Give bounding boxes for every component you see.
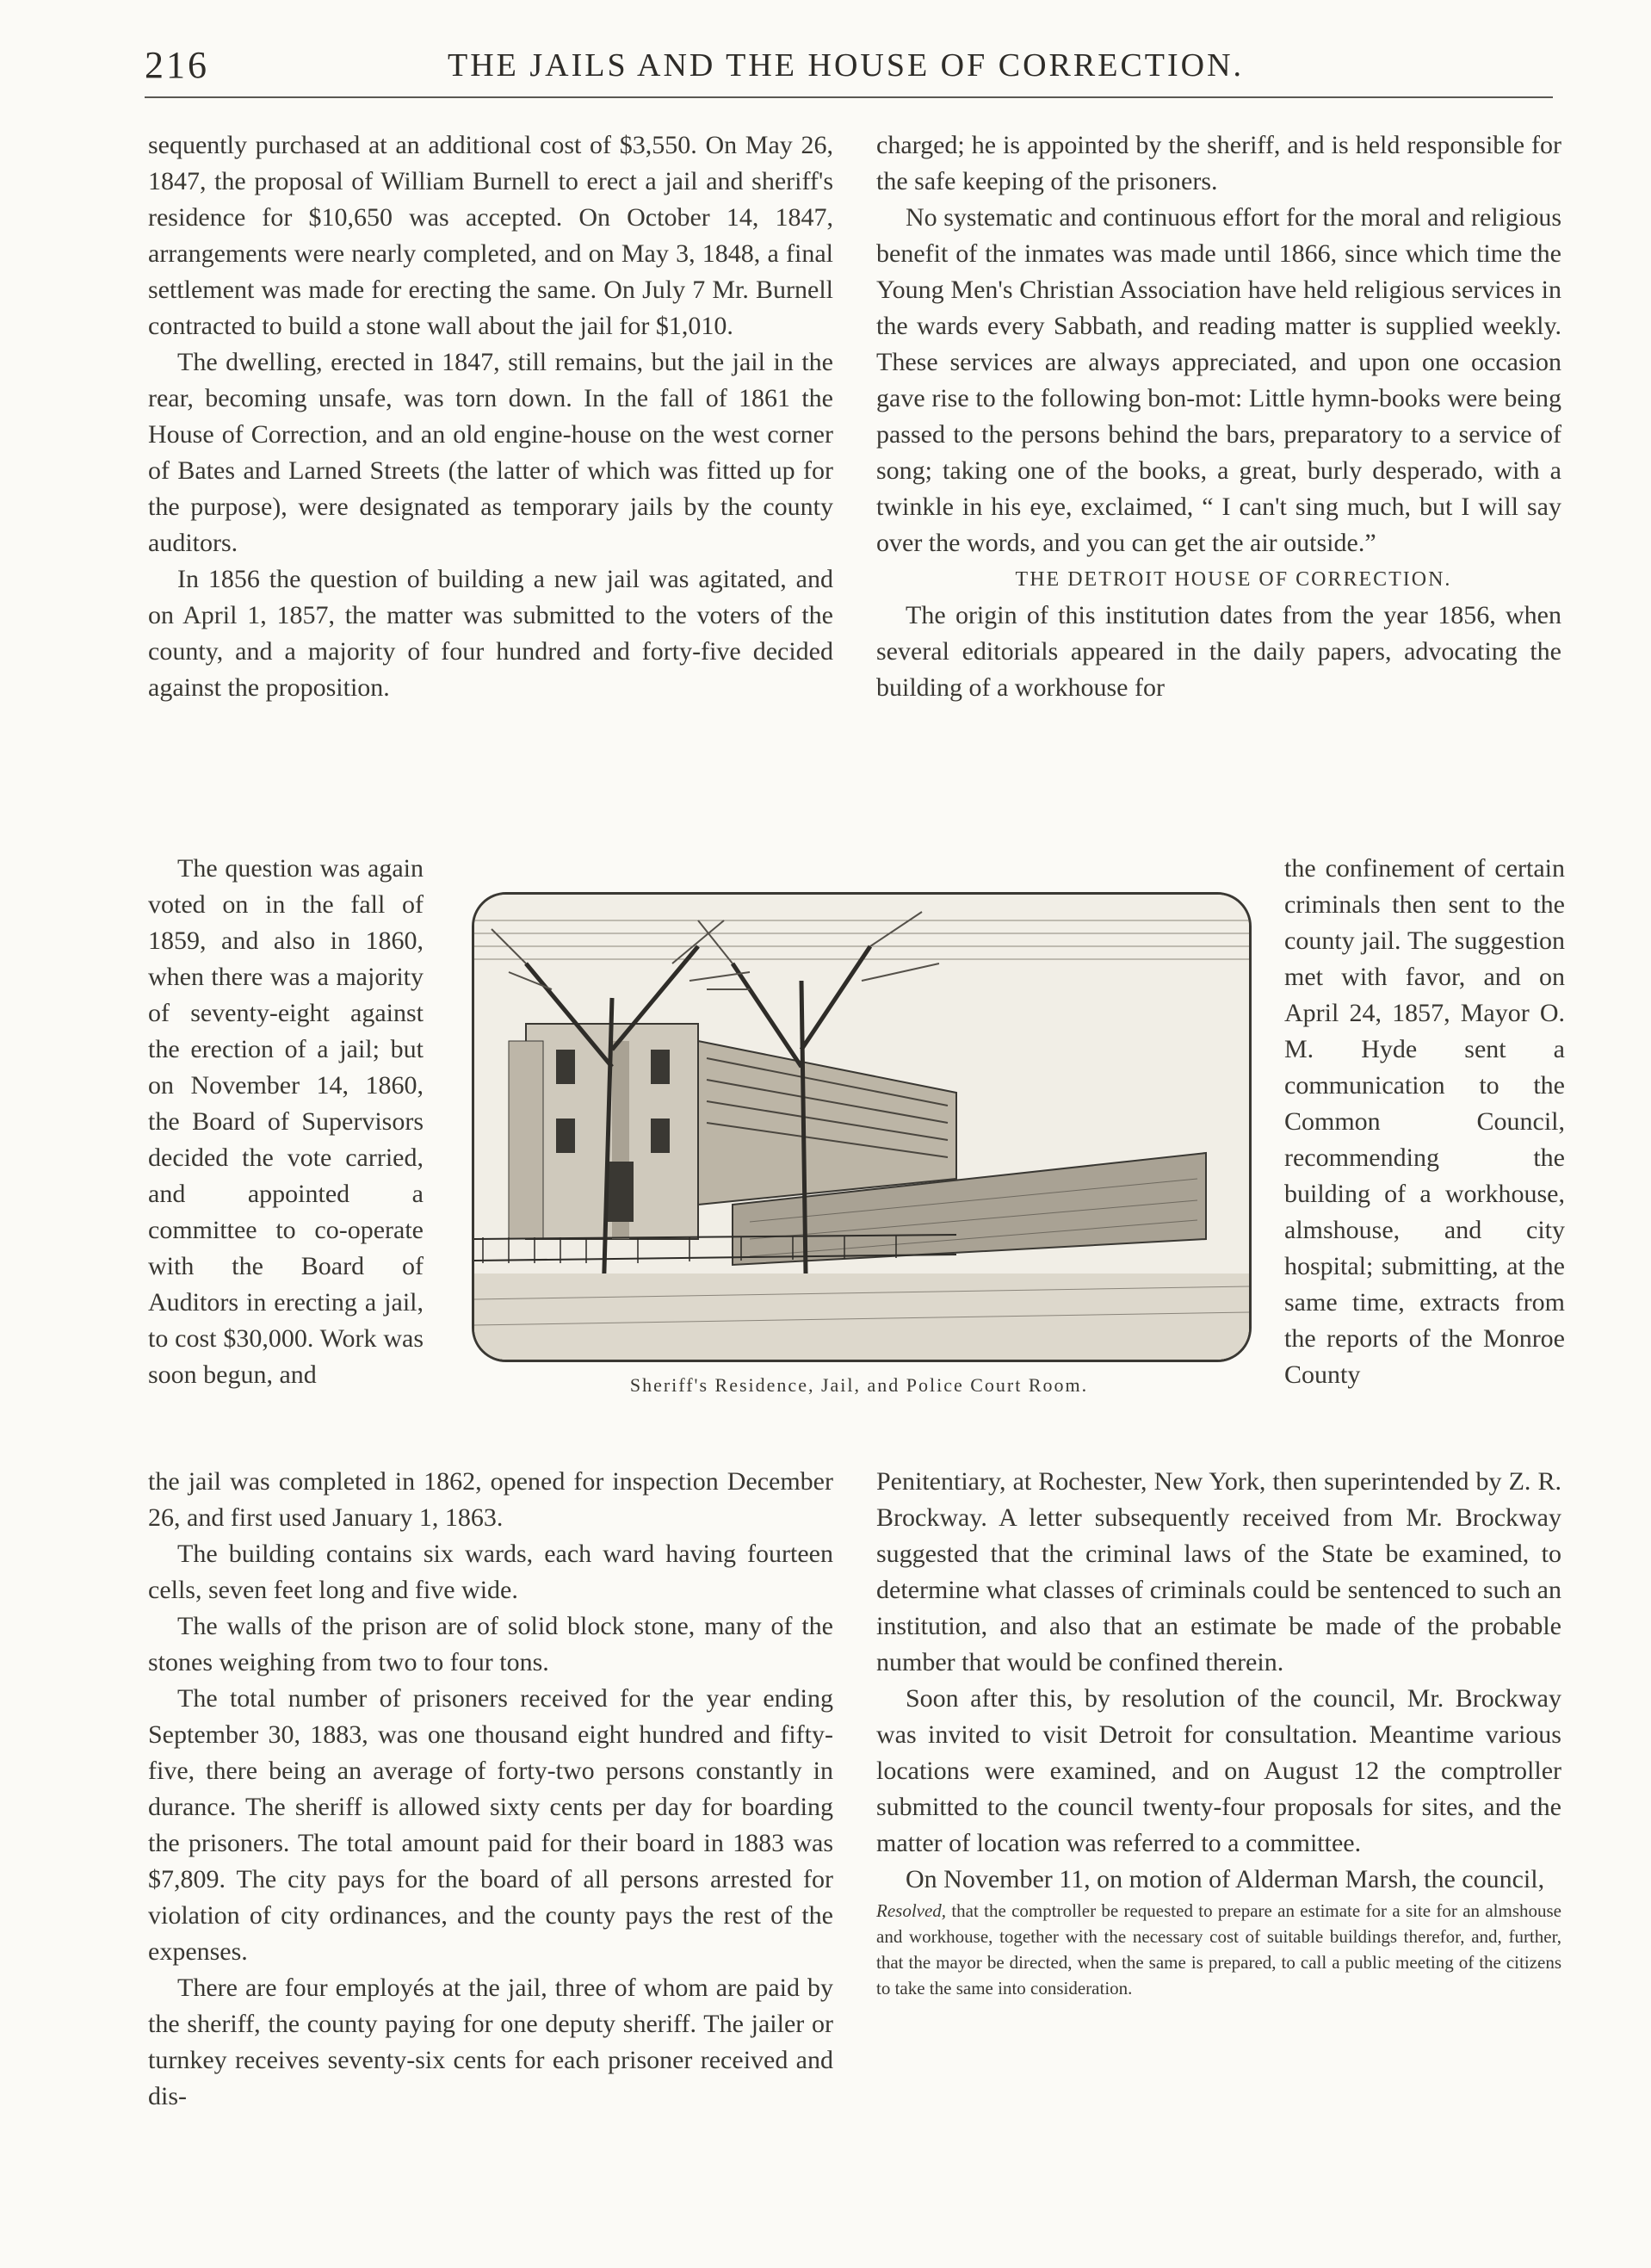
engraving-illustration (472, 892, 1252, 1362)
paragraph: Penitentiary, at Rochester, New York, then superintended by Z. R. Brockway. A letter subsequently received from Mr. Brockway suggested that the criminal laws of the State be examined, to determine what classes of criminals could be sentenced to such an institution, and also that an estimate be made of the probable number that would be confined therein. (876, 1467, 1561, 1676)
paragraph: The building contains six wards, each ward having fourteen cells, seven feet long and five wide. (148, 1540, 833, 1604)
paragraph: The origin of this institution dates from the year 1856, when several editorials appeared in the daily papers, advocating the building of a workhouse for (876, 601, 1561, 702)
paragraph: There are four employés at the jail, three of whom are paid by the sheriff, the county paying for one deputy sheriff. The jailer or turnkey receives seventy-six cents for each prisoner received and dis- (148, 1974, 833, 2110)
paragraph: the confinement of certain criminals then sent to the county jail. The suggestion met with favor, and on April 24, 1857, Mayor O. M. Hyde sent a communication to the Common Council, recommending the building of a workhouse, almshouse, and city hospital; submitting, at the same time, extracts from the reports of the Monroe County (1284, 854, 1565, 1389)
resolution-body: that the comptroller be requested to prepare an estimate for a site for an almshouse and workhouse, together with the necessary cost of suitable buildings therefor, and, further, that the mayor be directed, when the same is prepared, to call a public meeting of the citizens to take the same into consideration. (876, 1900, 1561, 1998)
paragraph: sequently purchased at an additional cost of $3,550. On May 26, 1847, the proposal of William Burnell to erect a jail and sheriff's residence for $10,650 was accepted. On October 14, 1847, arrangements were nearly completed, and on May 3, 1848, a final settlement was made for erecting the same. On July 7 Mr. Burnell contracted to build a stone wall about the jail for $1,010. (148, 131, 833, 340)
right-column-top (876, 127, 1561, 706)
header-rule (145, 96, 1553, 98)
right-wrap-text (1284, 851, 1565, 1393)
left-wrap-text (148, 851, 424, 1393)
paragraph: On November 11, on motion of Alderman Marsh, the council, (906, 1865, 1545, 1893)
running-title: THE JAILS AND THE HOUSE OF CORRECTION. (448, 47, 1245, 84)
left-column-top (148, 127, 833, 706)
paragraph: the jail was completed in 1862, opened for inspection December 26, and first used January 1, 1863. (148, 1467, 833, 1532)
paragraph: The walls of the prison are of solid block stone, many of the stones weighing from two to four tons. (148, 1612, 833, 1676)
left-column-bottom (148, 1464, 833, 2115)
paragraph: Soon after this, by resolution of the council, Mr. Brockway was invited to visit Detroit for consultation. Meantime various locations were examined, and on August 12 the comptroller submitted to the council twenty-four proposals for sites, and the matter of location was referred to a committee. (876, 1684, 1561, 1857)
paragraph: The question was again voted on in the fall of 1859, and also in 1860, when there was a majority of seventy-eight against the erection of a jail; but on November 14, 1860, the Board of Supervisors decided the vote carried, and appointed a committee to co-operate with the Board of Auditors in erecting a jail, to cost $30,000. Work was soon begun, and (148, 854, 424, 1389)
paragraph: No systematic and continuous effort for the moral and religious benefit of the inmates was made until 1866, since which time the Young Men's Christian Association have held religious services in the wards every Sabbath, and reading matter is supplied weekly. These services are always appreciated, and upon one occasion gave rise to the following bon-mot: Little hymn-books were being passed to the persons behind the bars, preparatory to a service of song; taking one of the books, a great, burly desperado, with a twinkle in his eye, exclaimed, “ I can't sing much, but I will say over the words, and you can get the air outside.” (876, 203, 1561, 557)
building-engraving (474, 895, 1249, 1360)
right-column-bottom (876, 1464, 1561, 2001)
page-number: 216 (145, 44, 209, 86)
paragraph: The dwelling, erected in 1847, still remains, but the jail in the rear, becoming unsafe, was torn down. In the fall of 1861 the House of Correction, and an old engine-house on the west corner of Bates and Larned Streets (the latter of which was fitted up for the purpose), were designated as temporary jails by the county auditors. (148, 348, 833, 557)
paragraph: In 1856 the question of building a new jail was agitated, and on April 1, 1857, the matter was submitted to the voters of the county, and a majority of four hundred and forty-five decided against the proposition. (148, 565, 833, 702)
resolution-lead: Resolved, (876, 1900, 947, 1921)
resolution-text (876, 1898, 1561, 2001)
paragraph: The total number of prisoners received for the year ending September 30, 1883, was one thousand eight hundred and fifty-five, there being an average of forty-two persons constantly in durance. The sheriff is allowed sixty cents per day for boarding the prisoners. The total amount paid for their board in 1883 was $7,809. The city pays for the board of all persons arrested for violation of city ordinances, and the county pays the rest of the expenses. (148, 1684, 833, 1966)
figure-caption: Sheriff's Residence, Jail, and Police Court Room. (629, 1374, 1089, 1396)
section-heading: THE DETROIT HOUSE OF CORRECTION. (1015, 568, 1452, 591)
paragraph: charged; he is appointed by the sheriff, and is held responsible for the safe keeping of the prisoners. (876, 131, 1561, 195)
